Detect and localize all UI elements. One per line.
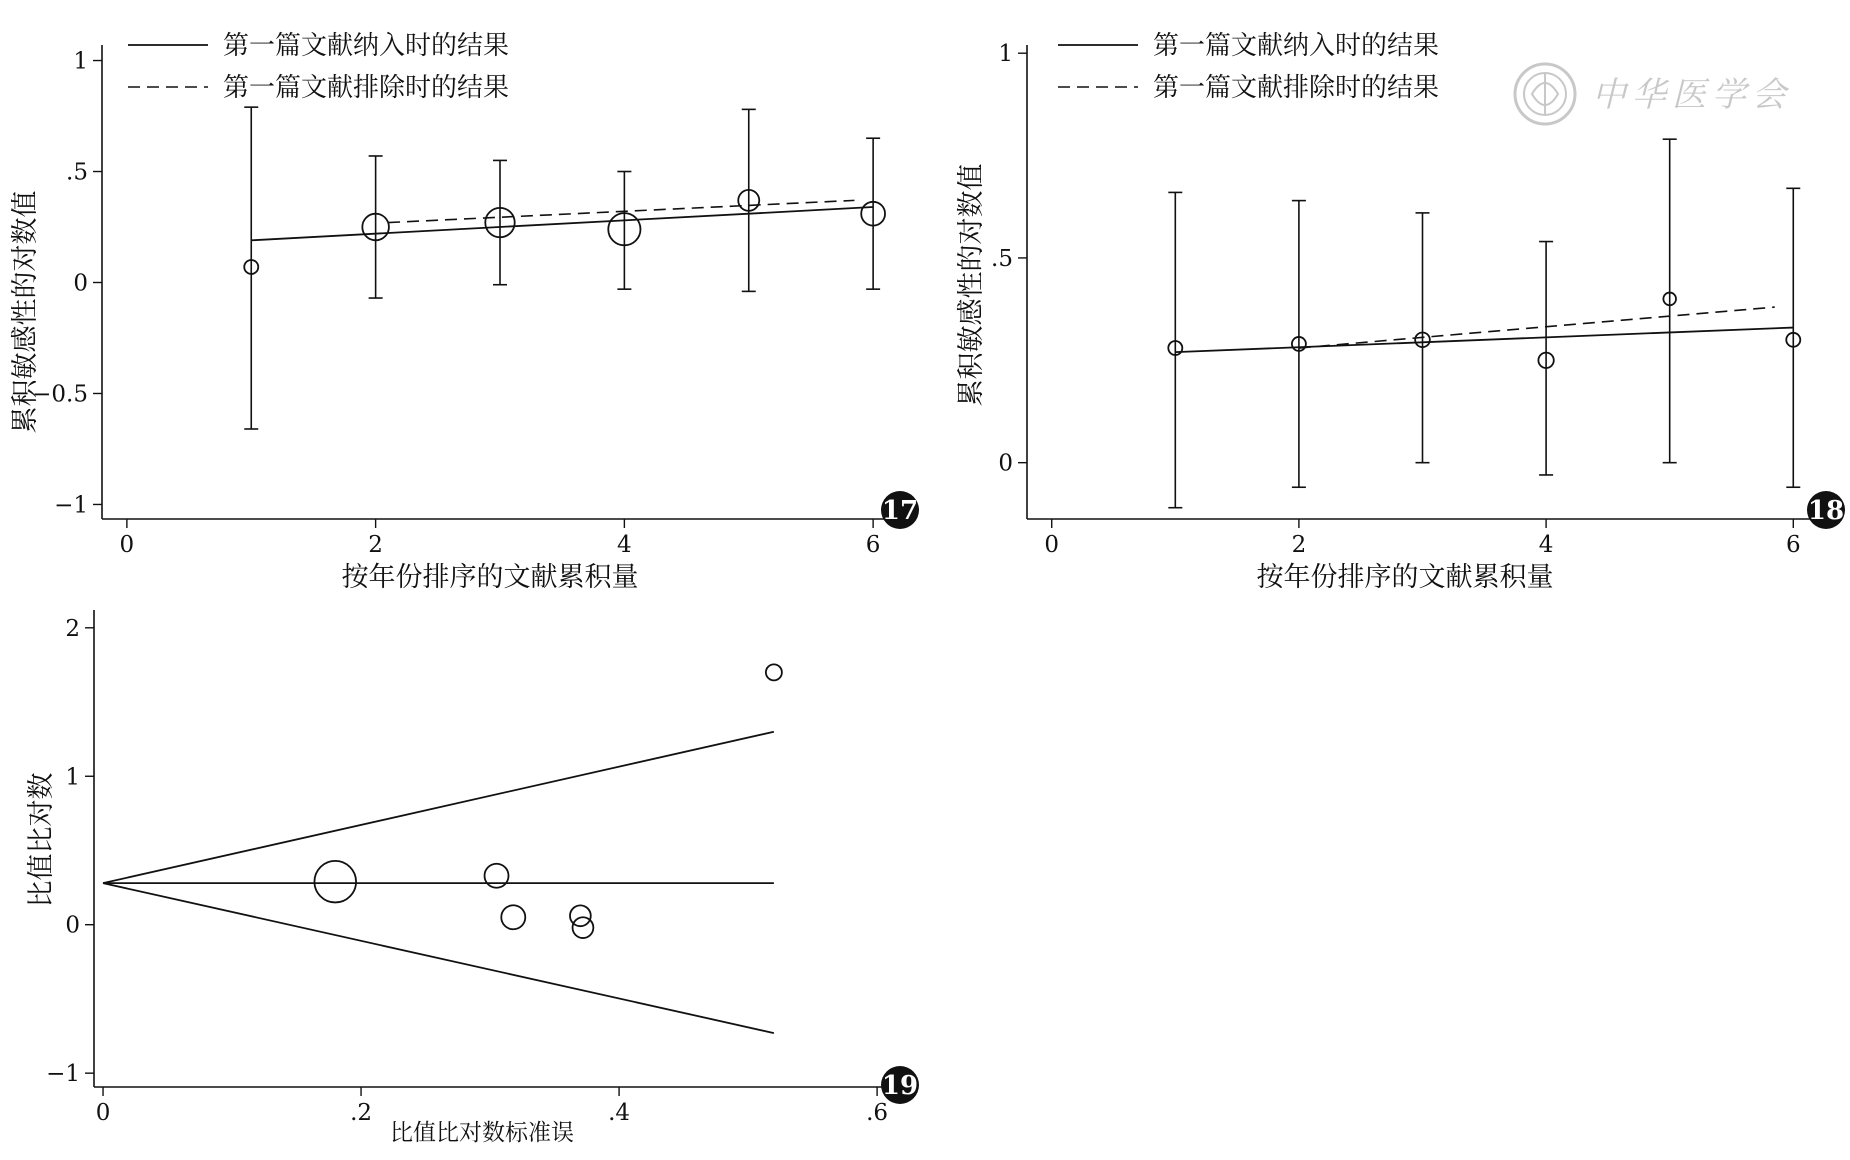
x-tick-label: 0 [1044, 532, 1060, 558]
x-tick-label: 2 [368, 532, 383, 558]
legend-entry: 第一篇文献纳入时的结果 [223, 31, 510, 61]
x-tick-label: 4 [617, 532, 632, 558]
watermark [1515, 64, 1792, 124]
watermark-text: 中华医学会 [1592, 75, 1792, 115]
y-axis-title: 累积敏感性的对数值 [10, 190, 41, 434]
legend-entry: 第一篇文献纳入时的结果 [1153, 31, 1440, 61]
y-tick-label: −0.5 [32, 381, 88, 408]
x-axis-title: 按年份排序的文献累积量 [1256, 562, 1554, 593]
y-tick-label: 0 [998, 450, 1013, 477]
x-tick-label: 0 [95, 1100, 111, 1126]
chart-panel-18 [956, 31, 1845, 593]
data-point [501, 905, 525, 929]
y-tick-label: 1 [998, 41, 1013, 68]
y-tick-label: 0 [65, 912, 80, 939]
y-axis-title: 累积敏感性的对数值 [956, 163, 987, 407]
data-point [485, 864, 509, 888]
x-tick-label: 0 [119, 532, 135, 558]
series-line-solid [1175, 328, 1793, 353]
series-line-solid [103, 883, 774, 1033]
x-axis-title: 比值比对数标准误 [390, 1120, 574, 1146]
y-tick-label: 1 [73, 48, 88, 75]
chart-panel-19 [26, 610, 919, 1146]
data-point [766, 664, 782, 680]
x-tick-label: 4 [1538, 532, 1554, 558]
y-tick-label: .5 [991, 245, 1013, 272]
y-tick-label: 1 [65, 764, 80, 791]
series-line-solid [251, 207, 873, 240]
legend-entry: 第一篇文献排除时的结果 [1153, 73, 1440, 103]
x-tick-label: 6 [1785, 532, 1801, 558]
data-point [573, 917, 594, 938]
y-tick-label: 2 [65, 615, 80, 642]
x-tick-label: 6 [865, 532, 881, 558]
panel-badge-label: 17 [881, 496, 919, 526]
series-line-solid [103, 732, 774, 883]
x-tick-label: 2 [1291, 532, 1307, 558]
data-point [314, 861, 356, 903]
chart-panel-17 [10, 31, 919, 593]
x-tick-label: .2 [350, 1100, 373, 1126]
y-tick-label: .5 [66, 159, 88, 186]
y-axis-title: 比值比对数 [26, 772, 57, 908]
cma-seal-icon [1515, 64, 1575, 124]
y-tick-label: 0 [73, 270, 88, 297]
y-tick-label: −1 [54, 492, 88, 519]
series-line-dashed [1299, 307, 1775, 348]
y-tick-label: −1 [46, 1061, 80, 1088]
panel-badge-label: 18 [1807, 496, 1845, 526]
x-tick-label: .4 [608, 1100, 631, 1126]
panel-badge-label: 19 [881, 1071, 919, 1101]
legend-entry: 第一篇文献排除时的结果 [223, 73, 510, 103]
x-tick-label: .6 [866, 1100, 889, 1126]
x-axis-title: 按年份排序的文献累积量 [341, 562, 639, 593]
